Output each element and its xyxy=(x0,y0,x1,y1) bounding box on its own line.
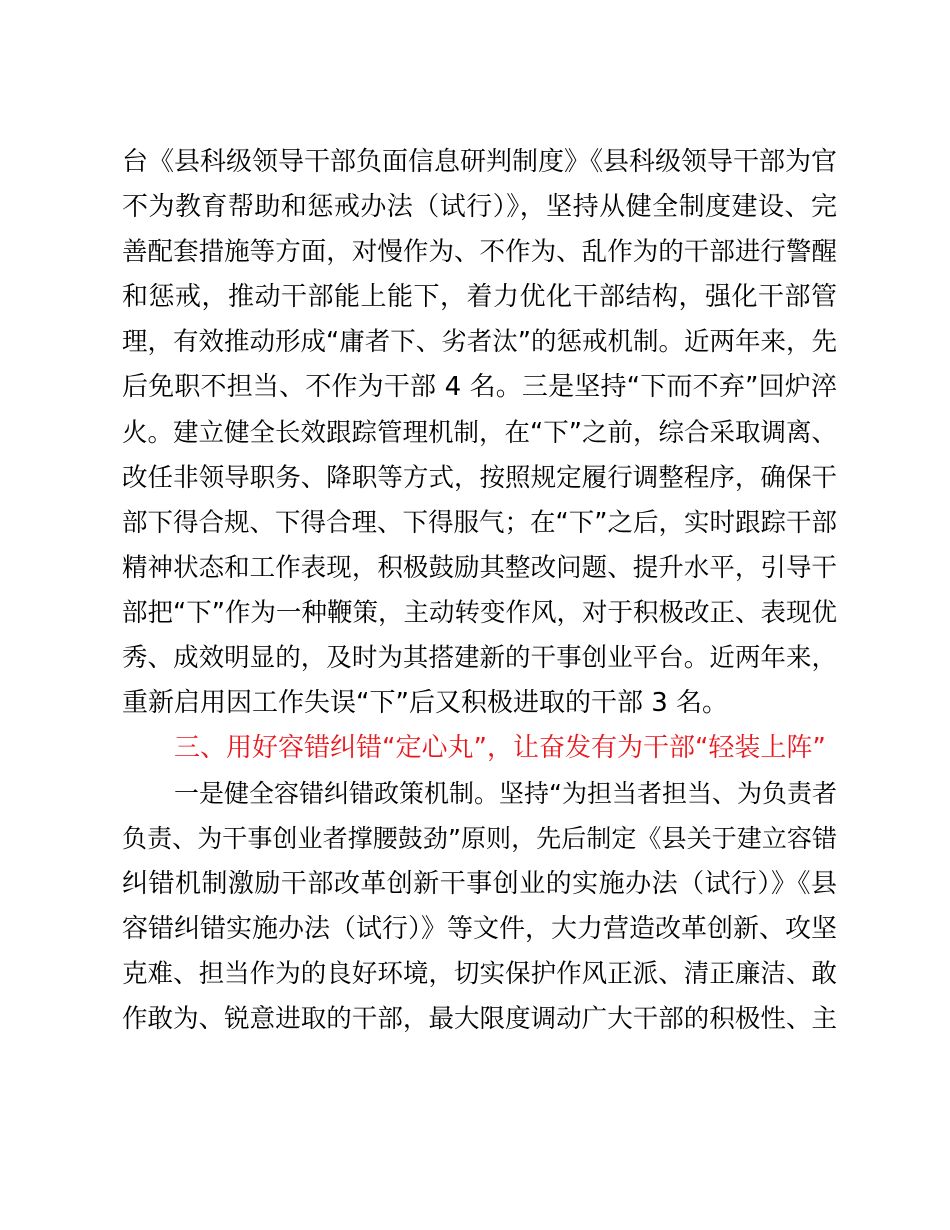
section-heading: 三、用好容错纠错“定心丸”，让奋发有为干部“轻装上阵” xyxy=(174,733,826,764)
paragraph-2 xyxy=(122,771,837,1042)
text-line: 改任非领导职务、降职等方式，按照规定履行调整程序，确保干 xyxy=(122,462,837,493)
text-line: 台《县科级领导干部负面信息研判制度》《县科级领导干部为官 xyxy=(122,147,838,177)
text-line: 理，有效推动形成“庸者下、劣者汰”的惩戒机制。近两年来，先 xyxy=(122,327,837,358)
paragraph-1 xyxy=(122,140,837,726)
text-line: 一是健全容错纠错政策机制。坚持“为担当者担当、为负责者 xyxy=(174,779,837,809)
text-line: 纠错机制激励干部改革创新干事创业的实施办法（试行）》《县 xyxy=(122,868,837,899)
text-line: 不为教育帮助和惩戒办法（试行）》，坚持从健全制度建设、完 xyxy=(122,192,837,223)
text-line: 精神状态和工作表现，积极鼓励其整改问题、提升水平，引导干 xyxy=(122,552,837,583)
document-body xyxy=(122,140,837,1042)
text-line: 善配套措施等方面，对慢作为、不作为、乱作为的干部进行警醒 xyxy=(122,237,837,268)
text-line: 火。建立健全长效跟踪管理机制，在“下”之前，综合采取调离、 xyxy=(122,417,837,448)
text-line: 作敢为、锐意进取的干部，最大限度调动广大干部的积极性、主 xyxy=(122,1003,837,1034)
text-line: 后免职不担当、不作为干部 4 名。三是坚持“下而不弃”回炉淬 xyxy=(122,372,837,403)
text-line: 克难、担当作为的良好环境，切实保护作风正派、清正廉洁、敢 xyxy=(122,958,837,989)
text-line: 部下得合规、下得合理、下得服气；在“下”之后，实时跟踪干部 xyxy=(122,507,837,538)
text-line: 秀、成效明显的，及时为其搭建新的干事创业平台。近两年来， xyxy=(122,643,837,674)
text-line: 部把“下”作为一种鞭策，主动转变作风，对于积极改正、表现优 xyxy=(122,597,837,628)
text-line: 负责、为干事创业者撑腰鼓劲”原则，先后制定《县关于建立容错 xyxy=(122,824,837,854)
text-line: 重新启用因工作失误“下”后又积极进取的干部 3 名。 xyxy=(122,688,729,719)
text-line: 容错纠错实施办法（试行）》等文件，大力营造改革创新、攻坚 xyxy=(122,913,838,944)
text-line: 和惩戒，推动干部能上能下，着力优化干部结构，强化干部管 xyxy=(122,282,837,313)
